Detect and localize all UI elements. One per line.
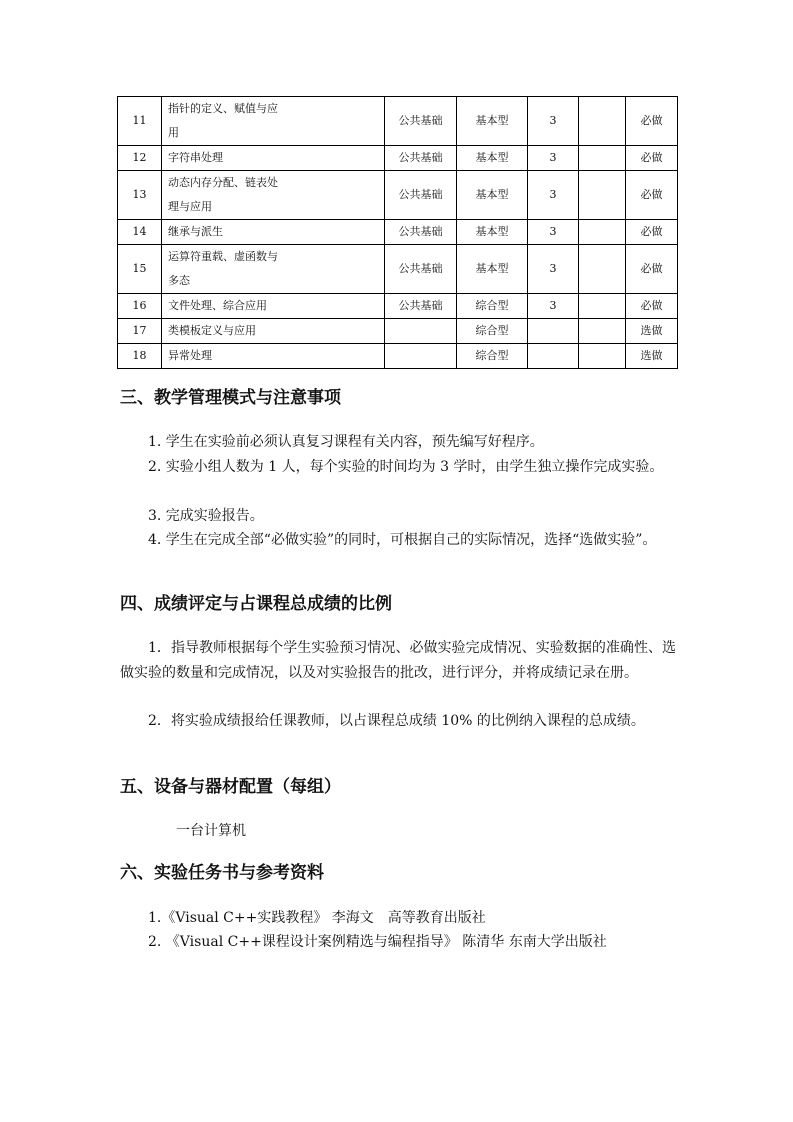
requirement-cell: 必做 <box>626 220 678 245</box>
requirement-cell: 必做 <box>626 97 678 146</box>
table-row <box>118 294 678 319</box>
table-row <box>118 146 678 171</box>
hours-cell: 3 <box>528 245 579 294</box>
reference-item: 1.《Visual C++实践教程》 李海文 高等教育出版社 <box>148 910 486 926</box>
section-5-title: 五、设备与器材配置（每组） <box>120 777 341 797</box>
extra-cell <box>579 220 626 245</box>
hours-cell <box>528 319 579 344</box>
table-row <box>118 245 678 294</box>
extra-cell <box>579 171 626 220</box>
type-cell: 综合型 <box>457 294 528 319</box>
table-row <box>118 319 678 344</box>
type-cell: 基本型 <box>457 220 528 245</box>
hours-cell: 3 <box>528 220 579 245</box>
experiment-name-cell <box>162 97 385 146</box>
section-4-item: 2．将实验成绩报给任课教师，以占课程总成绩 10% 的比例纳入课程的总成绩。 <box>148 713 645 729</box>
row-number-cell: 13 <box>118 171 162 220</box>
type-cell: 综合型 <box>457 319 528 344</box>
row-number-cell: 11 <box>118 97 162 146</box>
category-cell: 公共基础 <box>385 146 457 171</box>
experiment-name-cell <box>162 146 385 171</box>
equipment-text: 一台计算机 <box>176 823 246 839</box>
type-cell: 综合型 <box>457 344 528 369</box>
row-number-cell: 17 <box>118 319 162 344</box>
experiment-name-line: 文件处理、综合应用 <box>168 299 267 312</box>
experiment-name-line: 动态内存分配、链表处 <box>168 176 278 189</box>
section-3-title: 三、教学管理模式与注意事项 <box>120 388 341 408</box>
experiment-name-line: 理与应用 <box>168 200 212 213</box>
experiment-name-line: 类模板定义与应用 <box>168 324 256 337</box>
extra-cell <box>579 146 626 171</box>
hours-cell: 3 <box>528 294 579 319</box>
section-3-item: 2. 实验小组人数为 1 人，每个实验的时间均为 3 学时，由学生独立操作完成实验。 <box>148 459 664 475</box>
section-4-item: 1．指导教师根据每个学生实验预习情况、必做实验完成情况、实验数据的准确性、选做实验的数量和完成情况，以及对实验报告的批改，进行评分，并将成绩记录在册。 <box>120 640 676 681</box>
category-cell <box>385 319 457 344</box>
section-3-item: 4. 学生在完成全部“必做实验”的同时，可根据自己的实际情况，选择“选做实验”。 <box>148 532 657 548</box>
requirement-cell: 必做 <box>626 294 678 319</box>
hours-cell: 3 <box>528 146 579 171</box>
extra-cell <box>579 97 626 146</box>
experiment-name-cell <box>162 220 385 245</box>
extra-cell <box>579 294 626 319</box>
extra-cell <box>579 245 626 294</box>
experiment-name-line: 多态 <box>168 274 190 287</box>
requirement-cell: 必做 <box>626 146 678 171</box>
row-number-cell: 15 <box>118 245 162 294</box>
category-cell <box>385 344 457 369</box>
experiment-name-line: 异常处理 <box>168 349 212 362</box>
type-cell: 基本型 <box>457 146 528 171</box>
type-cell: 基本型 <box>457 245 528 294</box>
experiment-name-line: 继承与派生 <box>168 225 223 238</box>
section-3-item: 1. 学生在实验前必须认真复习课程有关内容，预先编写好程序。 <box>148 434 544 450</box>
section-6-title: 六、实验任务书与参考资料 <box>120 863 324 883</box>
experiment-name-line: 指针的定义、赋值与应 <box>168 102 278 115</box>
experiment-name-cell <box>162 171 385 220</box>
row-number-cell: 12 <box>118 146 162 171</box>
experiment-name-cell <box>162 294 385 319</box>
experiment-name-cell <box>162 344 385 369</box>
extra-cell <box>579 344 626 369</box>
experiment-name-line: 运算符重载、虚函数与 <box>168 250 278 263</box>
reference-item: 2. 《Visual C++课程设计案例精选与编程指导》 陈清华 东南大学出版社 <box>148 934 607 950</box>
requirement-cell: 选做 <box>626 344 678 369</box>
hours-cell: 3 <box>528 171 579 220</box>
experiment-name-cell <box>162 319 385 344</box>
row-number-cell: 18 <box>118 344 162 369</box>
category-cell: 公共基础 <box>385 294 457 319</box>
category-cell: 公共基础 <box>385 220 457 245</box>
category-cell: 公共基础 <box>385 171 457 220</box>
hours-cell: 3 <box>528 97 579 146</box>
row-number-cell: 14 <box>118 220 162 245</box>
type-cell: 基本型 <box>457 97 528 146</box>
requirement-cell: 必做 <box>626 171 678 220</box>
category-cell: 公共基础 <box>385 245 457 294</box>
table-row <box>118 220 678 245</box>
experiment-name-line: 字符串处理 <box>168 151 223 164</box>
section-3-item: 3. 完成实验报告。 <box>148 508 264 524</box>
experiment-table <box>117 96 678 369</box>
hours-cell <box>528 344 579 369</box>
section-4-title: 四、成绩评定与占课程总成绩的比例 <box>120 594 392 614</box>
requirement-cell: 必做 <box>626 245 678 294</box>
experiment-name-line: 用 <box>168 126 179 139</box>
table-row <box>118 344 678 369</box>
experiment-name-cell <box>162 245 385 294</box>
extra-cell <box>579 319 626 344</box>
requirement-cell: 选做 <box>626 319 678 344</box>
table-row <box>118 97 678 146</box>
table-row <box>118 171 678 220</box>
row-number-cell: 16 <box>118 294 162 319</box>
type-cell: 基本型 <box>457 171 528 220</box>
category-cell: 公共基础 <box>385 97 457 146</box>
